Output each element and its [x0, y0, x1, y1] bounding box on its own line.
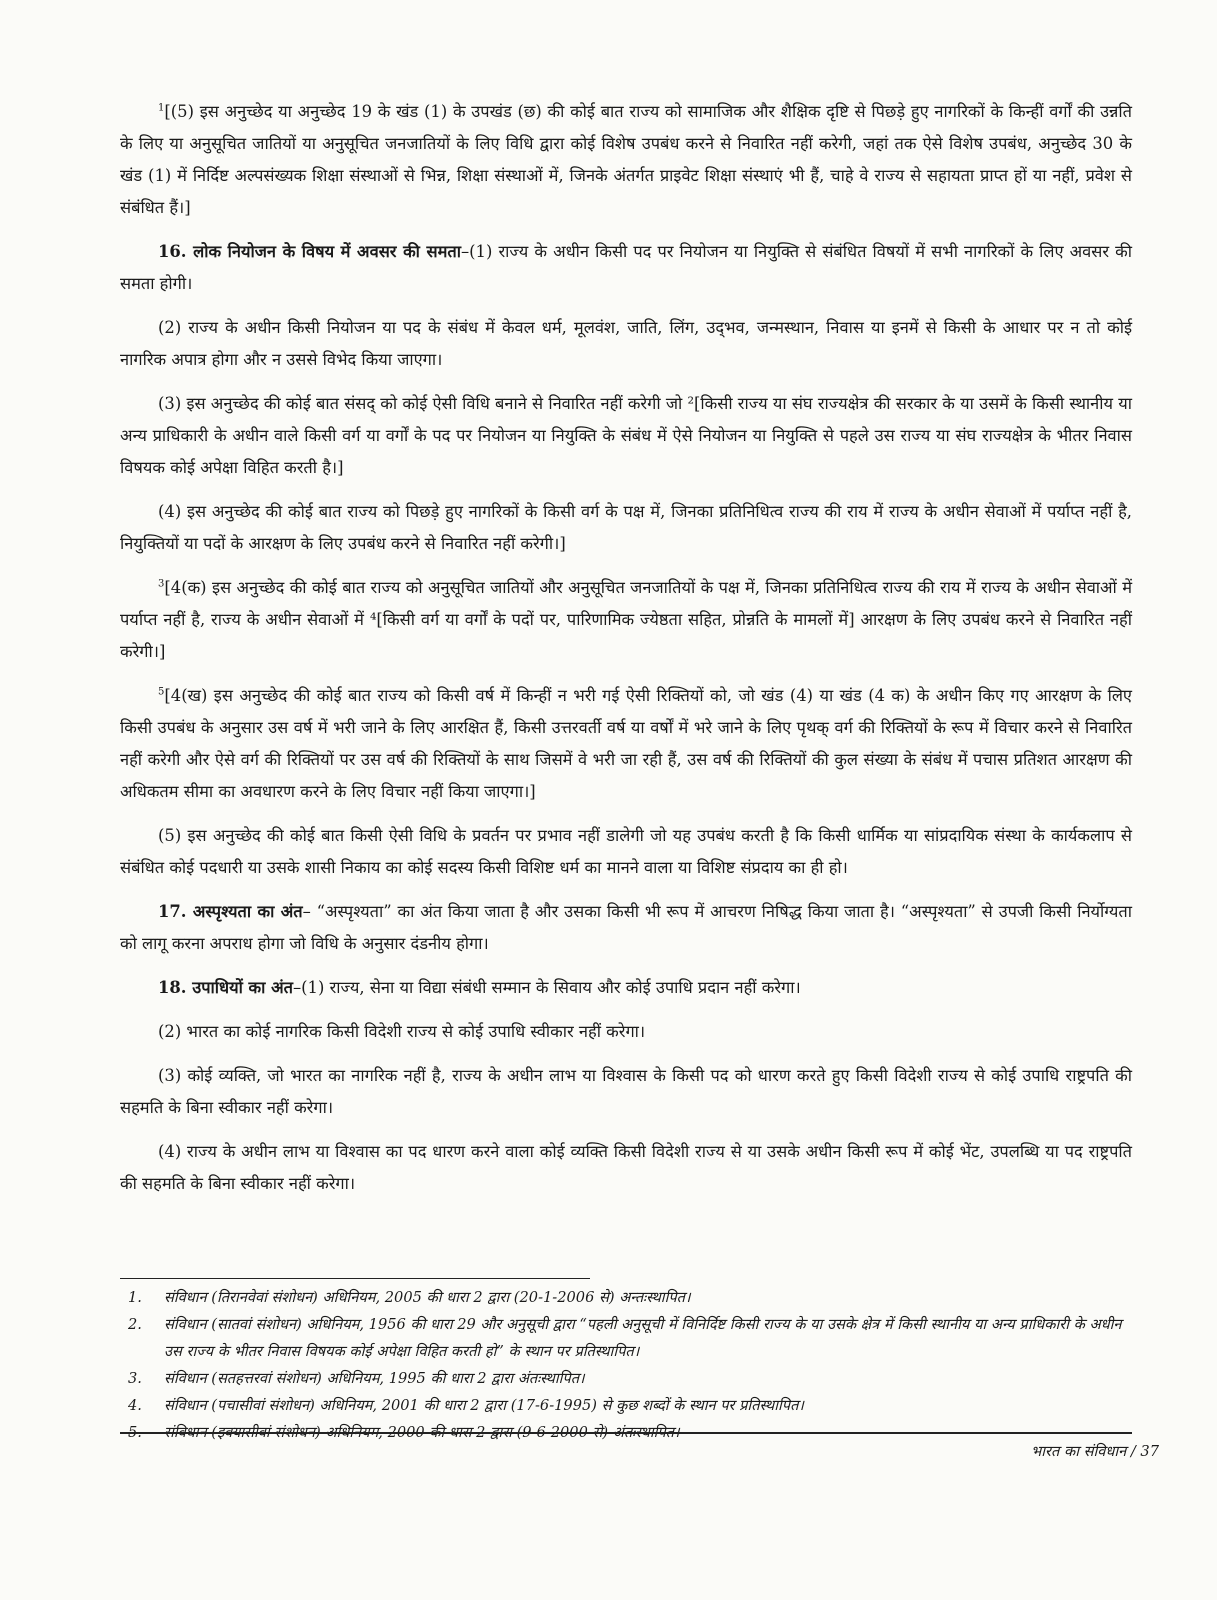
clause-15-5: $^1$[(5) इस अनुच्छेद या अनुच्छेद 19 के खंड (1) के उपखंड (छ) की कोई बात राज्य को सामाजिक और शैक्षिक दृष्टि से पिछड़े हुए नागरिकों के किन्हीं वर्गों की उन्नति के लिए या अनुसूचित जातियों या अनुसूचित जनजातियों के लिए विधि द्वारा कोई विशेष उपबंध करने से निवारित नहीं करेगी, जहां तक ऐसे विशेष उपबंध, अनुच्छेद 30 के खंड (1) में निर्दिष्ट अल्पसंख्यक शिक्षा संस्थाओं से भिन्न, शिक्षा संस्थाओं में, जिनके अंतर्गत प्राइवेट शिक्षा संस्थाएं भी हैं, चाहे वे राज्य से सहायता प्राप्त हों या नहीं, प्रवेश से संबंधित हैं।]	[120, 102, 1132, 217]
footnote-number: 4.	[128, 1397, 142, 1414]
footnote-number: 5.	[128, 1424, 142, 1441]
footnote-divider	[120, 1278, 590, 1279]
article-heading: 18. उपाधियों का अंत	[158, 978, 293, 997]
footnote-ref: 5	[158, 686, 165, 698]
article-17: 17. अस्पृश्यता का अंत– “अस्पृश्यता” का अंत किया जाता है और उसका किसी भी रूप में आचरण निषिद्ध किया जाता है। “अस्पृश्यता” से उपजी किसी निर्योग्यता को लागू करना अपराध होगा जो विधि के अनुसार दंडनीय होगा।	[120, 902, 1132, 953]
body-text	[120, 96, 1132, 1212]
article-18-clause-2: (2) भारत का कोई नागरिक किसी विदेशी राज्य से कोई उपाधि स्वीकार नहीं करेगा।	[158, 1022, 646, 1041]
footnote-text: संविधान (पचासीवां संशोधन) अधिनियम, 2001 की धारा 2 द्वारा (17-6-1995) से कुछ शब्दों के स्थान पर प्रतिस्थापित।	[164, 1397, 804, 1414]
article-18-clause-4: (4) राज्य के अधीन लाभ या विश्वास का पद धारण करने वाला कोई व्यक्ति किसी विदेशी राज्य से या उसके अधीन किसी रूप में कोई भेंट, उपलब्धि या पद राष्ट्रपति की सहमति के बिना स्वीकार नहीं करेगा।	[120, 1142, 1132, 1193]
footnote-ref: 3	[158, 578, 165, 590]
page-footer: भारत का संविधान / 37	[1031, 1443, 1159, 1460]
article-16-clause-1: 16. लोक नियोजन के विषय में अवसर की समता–(1) राज्य के अधीन किसी पद पर नियोजन या नियुक्ति से संबंधित विषयों में सभी नागरिकों के लिए अवसर की समता होगी।	[120, 242, 1133, 293]
article-16-clause-4a: $^3$[4(क) इस अनुच्छेद की कोई बात राज्य को अनुसूचित जातियों और अनुसूचित जनजातियों के पक्ष में, जिनका प्रतिनिधित्व राज्य की राय में राज्य के अधीन सेवाओं में पर्याप्त नहीं है, राज्य के अधीन सेवाओं में ⁴[किसी वर्ग या वर्गों के पदों पर, पारिणामिक ज्येष्ठता सहित, प्रोन्नति के मामलों में] आरक्षण के लिए उपबंध करने से निवारित नहीं करेगी।]	[120, 578, 1132, 661]
article-16-clause-3: (3) इस अनुच्छेद की कोई बात संसद् को कोई ऐसी विधि बनाने से निवारित नहीं करेगी जो ²[किसी राज्य या संघ राज्यक्षेत्र की सरकार के या उसमें के किसी स्थानीय या अन्य प्राधिकारी के अधीन वाले किसी वर्ग या वर्गों के पद पर नियोजन या नियुक्ति के संबंध में ऐसे नियोजन या नियुक्ति से पहले उस राज्य या संघ राज्यक्षेत्र के भीतर निवास विषयक कोई अपेक्षा विहित करती है।]	[120, 394, 1132, 477]
footnote-ref: 1	[158, 102, 165, 114]
footnote-number: 1.	[128, 1289, 142, 1306]
footnote	[120, 1311, 1132, 1365]
footnote-text: संविधान (सातवां संशोधन) अधिनियम, 1956 की धारा 29 और अनुसूची द्वारा “पहली अनुसूची में विनिर्दिष्ट किसी राज्य के या उसके क्षेत्र में किसी स्थानीय या अन्य प्राधिकारी के अधीन उस राज्य के भीतर निवास विषयक कोई अपेक्षा विहित करती हो” के स्थान पर प्रतिस्थापित।	[164, 1316, 1122, 1360]
footnote-number: 3.	[128, 1370, 142, 1387]
article-18-clause-1: 18. उपाधियों का अंत–(1) राज्य, सेना या विद्या संबंधी सम्मान के सिवाय और कोई उपाधि प्रदान नहीं करेगा।	[158, 978, 801, 997]
footnote-text: संविधान (सतहत्तरवां संशोधन) अधिनियम, 1995 की धारा 2 द्वारा अंतःस्थापित।	[164, 1370, 585, 1387]
article-16-clause-5: (5) इस अनुच्छेद की कोई बात किसी ऐसी विधि के प्रवर्तन पर प्रभाव नहीं डालेगी जो यह उपबंध करती है कि किसी धार्मिक या सांप्रदायिक संस्था के कार्यकलाप से संबंधित कोई पदधारी या उसके शासी निकाय का कोई सदस्य किसी विशिष्ट धर्म का मानने वाला या विशिष्ट संप्रदाय का ही हो।	[120, 826, 1132, 877]
article-heading: 16. लोक नियोजन के विषय में अवसर की समता	[158, 242, 461, 261]
footnotes	[120, 1284, 1132, 1446]
footnote-text: संविधान (इक्यासीवां संशोधन) अधिनियम, 2000 की धारा 2 द्वारा (9-6-2000 से) अंतःस्थापित।	[164, 1424, 680, 1441]
article-16-clause-4: (4) इस अनुच्छेद की कोई बात राज्य को पिछड़े हुए नागरिकों के किसी वर्ग के पक्ष में, जिनका प्रतिनिधित्व राज्य की राय में राज्य के अधीन सेवाओं में पर्याप्त नहीं है, नियुक्तियों या पदों के आरक्षण के लिए उपबंध करने से निवारित नहीं करेगी।]	[120, 502, 1132, 553]
page-footer-rule	[120, 1432, 1132, 1434]
footnote	[120, 1365, 1132, 1392]
footnote-number: 2.	[128, 1316, 142, 1333]
footnote	[120, 1392, 1132, 1419]
article-16-clause-4b: $^5$[4(ख) इस अनुच्छेद की कोई बात राज्य को किसी वर्ष में किन्हीं न भरी गई ऐसी रिक्तियों को, जो खंड (4) या खंड (4 क) के अधीन किए गए आरक्षण के लिए किसी उपबंध के अनुसार उस वर्ष में भरी जाने के लिए आरक्षित हैं, किसी उत्तरवर्ती वर्ष या वर्षों में भरे जाने के लिए पृथक् वर्ग की रिक्तियों के रूप में विचार करने से निवारित नहीं करेगी और ऐसे वर्ग की रिक्तियों पर उस वर्ष की रिक्तियों के साथ जिसमें वे भरी जा रही हैं, उस वर्ष की रिक्तियों की कुल संख्या के संबंध में पचास प्रतिशत आरक्षण की अधिकतम सीमा का अवधारण करने के लिए विचार नहीं किया जाएगा।]	[120, 686, 1132, 801]
article-16-clause-2: (2) राज्य के अधीन किसी नियोजन या पद के संबंध में केवल धर्म, मूलवंश, जाति, लिंग, उद्‌भव, जन्मस्थान, निवास या इनमें से किसी के आधार पर न तो कोई नागरिक अपात्र होगा और न उससे विभेद किया जाएगा।	[120, 318, 1132, 369]
footnote-text: संविधान (तिरानवेवां संशोधन) अधिनियम, 2005 की धारा 2 द्वारा (20-1-2006 से) अन्तःस्थापित।	[164, 1289, 691, 1306]
footnote	[120, 1284, 1132, 1311]
article-18-clause-3: (3) कोई व्यक्ति, जो भारत का नागरिक नहीं है, राज्य के अधीन लाभ या विश्वास के किसी पद को धारण करते हुए किसी विदेशी राज्य से कोई उपाधि राष्ट्रपति की सहमति के बिना स्वीकार नहीं करेगा।	[120, 1066, 1132, 1117]
article-heading: 17. अस्पृश्यता का अंत	[158, 902, 303, 921]
